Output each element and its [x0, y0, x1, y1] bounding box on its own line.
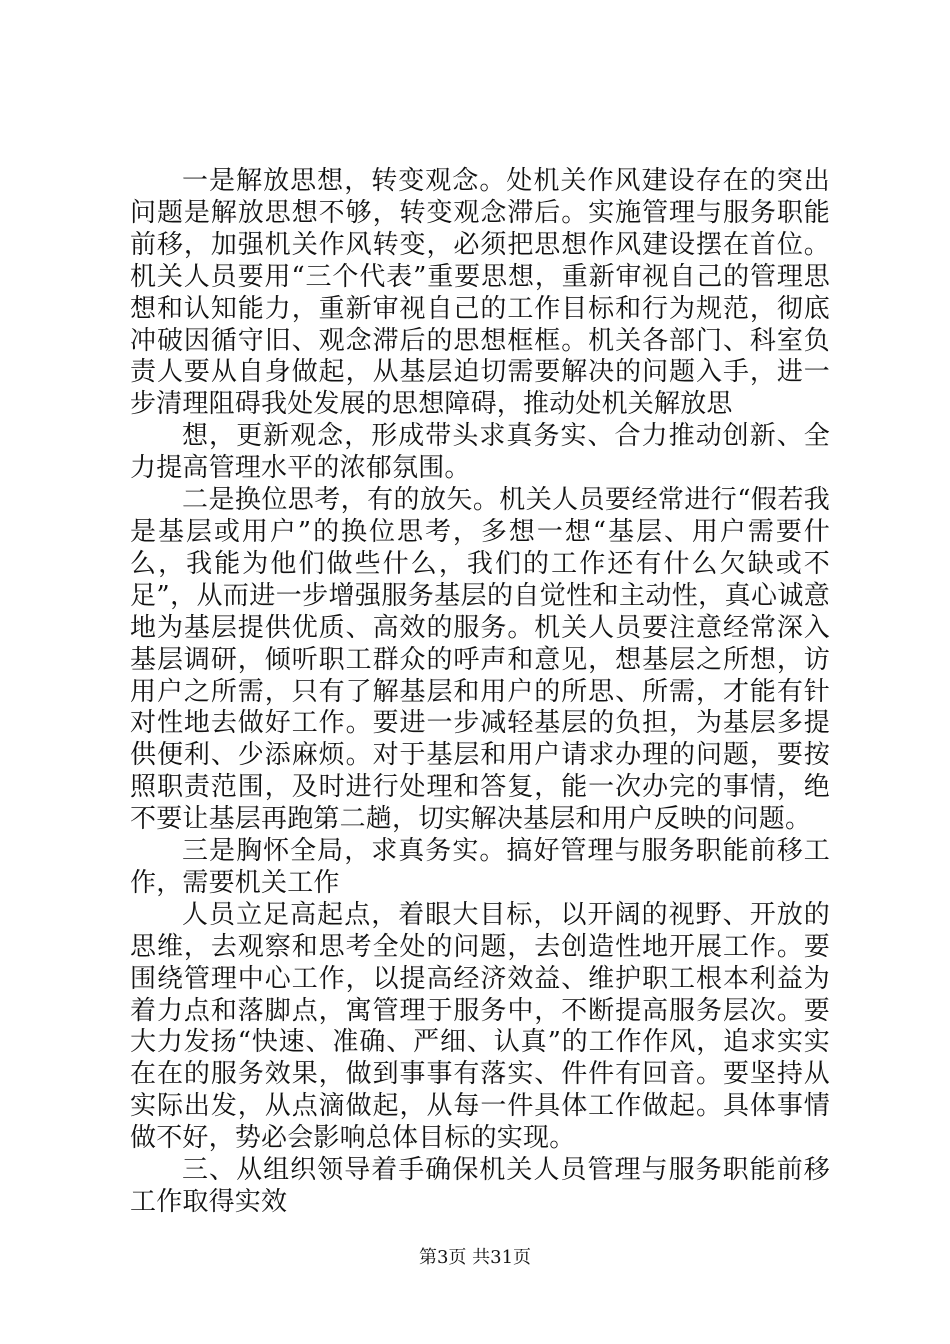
paragraph-5: 人员立足高起点，着眼大目标，以开阔的视野、开放的思维，去观察和思考全处的问题，去创造性地开展工作。要围绕管理中心工作，以提高经济效益、维护职工根本利益为着力点和落脚点，寓管理于服务中，不断提高服务层次。要大力发扬“快速、准确、严细、认真”的工作作风，追求实实在在的服务效果，做到事事有落实、件件有回音。要坚持从实际出发，从点滴做起，从每一件具体工作做起。具体事情做不好，势必会影响总体目标的实现。 — [130, 899, 830, 1154]
document-body — [130, 166, 830, 1219]
paragraph-2: 想，更新观念，形成带头求真务实、合力推动创新、全力提高管理水平的浓郁氛围。 — [130, 421, 830, 484]
paragraph-3: 二是换位思考，有的放矢。机关人员要经常进行“假若我是基层或用户”的换位思考，多想一想“基层、用户需要什么，我能为他们做些什么，我们的工作还有什么欠缺或不足”，从而进一步增强服务基层的自觉性和主动性，真心诚意地为基层提供优质、高效的服务。机关人员要注意经常深入基层调研，倾听职工群众的呼声和意见，想基层之所想，访用户之所需，只有了解基层和用户的所思、所需，才能有针对性地去做好工作。要进一步减轻基层的负担，为基层多提供便利、少添麻烦。对于基层和用户请求办理的问题，要按照职责范围，及时进行处理和答复，能一次办完的事情，绝不要让基层再跑第二趟，切实解决基层和用户反映的问题。 — [130, 485, 830, 835]
section-heading: 三、从组织领导着手确保机关人员管理与服务职能前移工作取得实效 — [130, 1155, 830, 1217]
page-number-footer: 第3页 共31页 — [418, 1247, 532, 1268]
paragraph-1: 一是解放思想，转变观念。处机关作风建设存在的突出问题是解放思想不够，转变观念滞后。实施管理与服务职能前移，加强机关作风转变，必须把思想作风建设摆在首位。机关人员要用“三个代表”重要思想，重新审视自己的管理思想和认知能力，重新审视自己的工作目标和行为规范，彻底冲破因循守旧、观念滞后的思想框框。机关各部门、科室负责人要从自身做起，从基层迫切需要解决的问题入手，进一步清理阻碍我处发展的思想障碍，推动处机关解放思 — [130, 166, 830, 420]
paragraph-4: 三是胸怀全局，求真务实。搞好管理与服务职能前移工作，需要机关工作 — [130, 836, 830, 898]
